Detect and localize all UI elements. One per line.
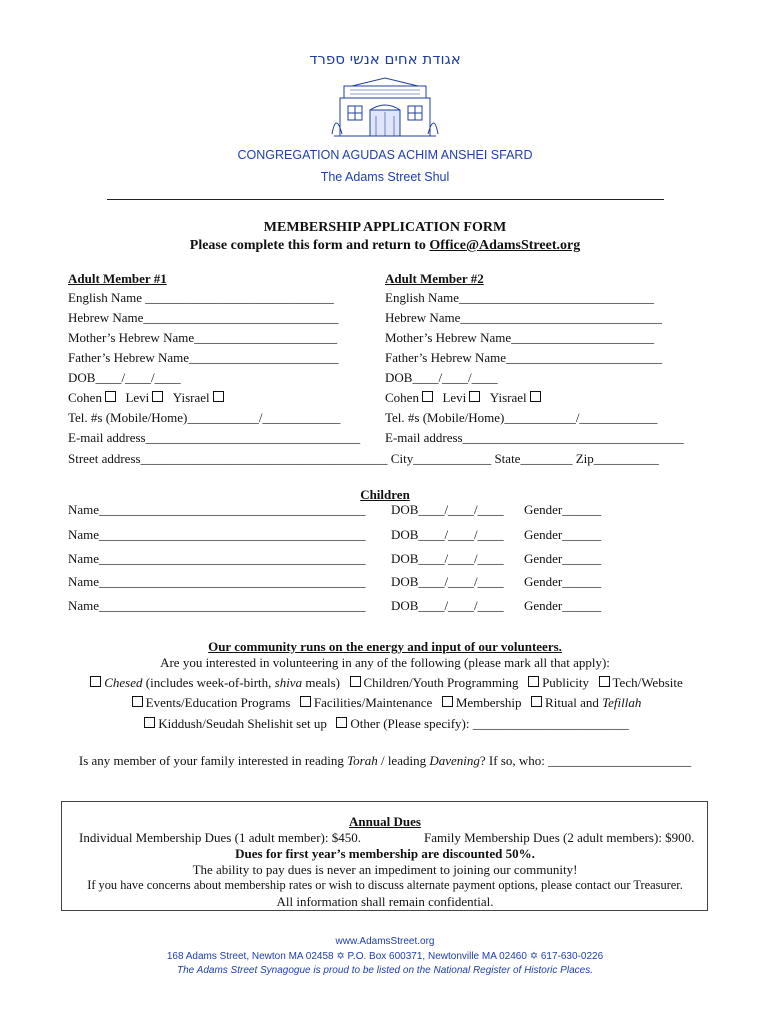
chesed-label: Chesed bbox=[104, 675, 143, 690]
member2-levi-label: Levi bbox=[442, 390, 467, 405]
member1-hebrew-name-field[interactable]: Hebrew Name______________________________ bbox=[68, 310, 339, 325]
facilities-checkbox[interactable] bbox=[300, 696, 311, 707]
header-divider bbox=[107, 199, 664, 200]
member1-email-field[interactable]: E-mail address_________________________________ bbox=[68, 430, 361, 445]
congregation-name: CONGREGATION AGUDAS ACHIM ANSHEI SFARD bbox=[237, 148, 533, 162]
individual-dues: Individual Membership Dues (1 adult member): $450. bbox=[79, 830, 361, 845]
hebrew-congregation-name: אגודת אחים אנשי ספרד bbox=[309, 50, 461, 68]
child-3-dob-field[interactable]: DOB____/____/____ bbox=[391, 551, 504, 566]
tech-website-label: Tech/Website bbox=[612, 675, 683, 690]
member2-dob-field[interactable]: DOB____/____/____ bbox=[385, 370, 498, 385]
membership-label: Membership bbox=[455, 695, 522, 710]
dues-discount: Dues for first year’s membership are discounted 50%. bbox=[235, 846, 535, 861]
other-checkbox[interactable] bbox=[336, 717, 347, 728]
child-5-dob-field[interactable]: DOB____/____/____ bbox=[391, 598, 504, 613]
form-title: MEMBERSHIP APPLICATION FORM bbox=[263, 220, 507, 235]
chesed-detail: (includes week-of-birth, bbox=[142, 675, 275, 690]
member1-cohen-checkbox[interactable] bbox=[105, 391, 116, 402]
member1-mother-hebrew-name-field[interactable]: Mother’s Hebrew Name______________________ bbox=[68, 330, 338, 345]
family-dues: Family Membership Dues (2 adult members): $900. bbox=[424, 830, 695, 845]
dues-concerns-note: If you have concerns about membership rates or wish to discuss alternate payment options, please contact our Treasurer. bbox=[87, 878, 683, 892]
member1-tel-field[interactable]: Tel. #s (Mobile/Home)___________/____________ bbox=[68, 410, 341, 425]
children-youth-checkbox[interactable] bbox=[350, 676, 361, 687]
member1-cohen-label: Cohen bbox=[68, 390, 102, 405]
member1-heading: Adult Member #1 bbox=[68, 271, 167, 286]
member1-yisrael-checkbox[interactable] bbox=[213, 391, 224, 402]
member1-father-hebrew-name-field[interactable]: Father’s Hebrew Name_______________________ bbox=[68, 350, 339, 365]
member1-dob-field[interactable]: DOB____/____/____ bbox=[68, 370, 181, 385]
child-3-gender-field[interactable]: Gender______ bbox=[524, 551, 602, 566]
child-2-name-field[interactable]: Name_________________________________________ bbox=[68, 527, 366, 542]
member2-yisrael-label: Yisrael bbox=[489, 390, 527, 405]
member2-cohen-label: Cohen bbox=[385, 390, 419, 405]
instruction-text: Please complete this form and return to bbox=[189, 238, 430, 253]
volunteer-row-1 bbox=[0, 675, 770, 691]
member1-lineage bbox=[68, 390, 227, 406]
chesed-detail-end: meals) bbox=[302, 675, 340, 690]
member2-mother-hebrew-name-field[interactable]: Mother’s Hebrew Name______________________ bbox=[385, 330, 655, 345]
child-2-gender-field[interactable]: Gender______ bbox=[524, 527, 602, 542]
tefillah-label: Tefillah bbox=[602, 695, 642, 710]
street-address-field[interactable]: Street address______________________________________ City____________ State________ Zip__________ bbox=[68, 451, 659, 466]
member2-yisrael-checkbox[interactable] bbox=[530, 391, 541, 402]
historic-register-note: The Adams Street Synagogue is proud to be listed on the National Register of Historic Places. bbox=[177, 965, 593, 976]
member1-levi-label: Levi bbox=[125, 390, 150, 405]
member2-english-name-field[interactable]: English Name______________________________ bbox=[385, 290, 655, 305]
torah-mid: / leading bbox=[377, 753, 430, 768]
torah-davening-question[interactable] bbox=[0, 753, 770, 769]
child-4-gender-field[interactable]: Gender______ bbox=[524, 574, 602, 589]
volunteer-question: Are you interested in volunteering in any of the following (please mark all that apply): bbox=[160, 655, 610, 670]
kiddush-label: Kiddush/Seudah Shelishit set up bbox=[158, 716, 327, 731]
dues-heading: Annual Dues bbox=[349, 814, 421, 829]
website-link[interactable]: www.AdamsStreet.org bbox=[335, 936, 435, 947]
member2-tel-field[interactable]: Tel. #s (Mobile/Home)___________/____________ bbox=[385, 410, 658, 425]
member2-levi-checkbox[interactable] bbox=[469, 391, 480, 402]
shiva-label: shiva bbox=[274, 675, 303, 690]
form-instructions bbox=[0, 238, 770, 254]
member1-yisrael-label: Yisrael bbox=[172, 390, 210, 405]
kiddush-checkbox[interactable] bbox=[144, 717, 155, 728]
member1-english-name-field[interactable]: English Name _____________________________ bbox=[68, 290, 334, 305]
child-1-name-field[interactable]: Name_________________________________________ bbox=[68, 502, 366, 517]
shul-name: The Adams Street Shul bbox=[320, 170, 450, 184]
children-youth-label: Children/Youth Programming bbox=[363, 675, 519, 690]
child-5-gender-field[interactable]: Gender______ bbox=[524, 598, 602, 613]
membership-checkbox[interactable] bbox=[442, 696, 453, 707]
torah-prefix: Is any member of your family interested in reading bbox=[78, 753, 348, 768]
torah-who-field: ? If so, who: ______________________ bbox=[479, 753, 692, 768]
facilities-label: Facilities/Maintenance bbox=[313, 695, 433, 710]
volunteer-heading: Our community runs on the energy and input of our volunteers. bbox=[208, 639, 562, 654]
volunteer-row-3 bbox=[0, 716, 770, 732]
member1-levi-checkbox[interactable] bbox=[152, 391, 163, 402]
torah-label: Torah bbox=[347, 753, 378, 768]
child-4-name-field[interactable]: Name_________________________________________ bbox=[68, 574, 366, 589]
member2-cohen-checkbox[interactable] bbox=[422, 391, 433, 402]
publicity-label: Publicity bbox=[542, 675, 590, 690]
davening-label: Davening bbox=[429, 753, 480, 768]
ritual-label: Ritual and bbox=[545, 695, 603, 710]
child-5-name-field[interactable]: Name_________________________________________ bbox=[68, 598, 366, 613]
dues-confidential-note: All information shall remain confidential. bbox=[276, 894, 494, 909]
other-specify-field[interactable]: Other (Please specify): ________________________ bbox=[350, 716, 629, 731]
member2-heading: Adult Member #2 bbox=[385, 271, 484, 286]
child-4-dob-field[interactable]: DOB____/____/____ bbox=[391, 574, 504, 589]
footer-address: 168 Adams Street, Newton MA 02458 ✡ P.O. Box 600371, Newtonville MA 02460 ✡ 617-630-0226 bbox=[166, 951, 604, 962]
child-2-dob-field[interactable]: DOB____/____/____ bbox=[391, 527, 504, 542]
tech-website-checkbox[interactable] bbox=[599, 676, 610, 687]
events-label: Events/Education Programs bbox=[145, 695, 291, 710]
member2-hebrew-name-field[interactable]: Hebrew Name_______________________________ bbox=[385, 310, 662, 325]
children-heading: Children bbox=[360, 487, 410, 502]
child-1-dob-field[interactable]: DOB____/____/____ bbox=[391, 502, 504, 517]
dues-ability-note: The ability to pay dues is never an impediment to joining our community! bbox=[192, 862, 578, 877]
member2-father-hebrew-name-field[interactable]: Father’s Hebrew Name________________________ bbox=[385, 350, 663, 365]
office-email-link[interactable]: Office@AdamsStreet.org bbox=[429, 238, 581, 253]
events-checkbox[interactable] bbox=[132, 696, 143, 707]
child-3-name-field[interactable]: Name_________________________________________ bbox=[68, 551, 366, 566]
child-1-gender-field[interactable]: Gender______ bbox=[524, 502, 602, 517]
volunteer-row-2 bbox=[0, 695, 770, 711]
chesed-checkbox[interactable] bbox=[90, 676, 101, 687]
ritual-checkbox[interactable] bbox=[531, 696, 542, 707]
publicity-checkbox[interactable] bbox=[528, 676, 539, 687]
member2-email-field[interactable]: E-mail address__________________________________ bbox=[385, 430, 684, 445]
member2-lineage bbox=[385, 390, 544, 406]
synagogue-logo bbox=[330, 72, 440, 144]
